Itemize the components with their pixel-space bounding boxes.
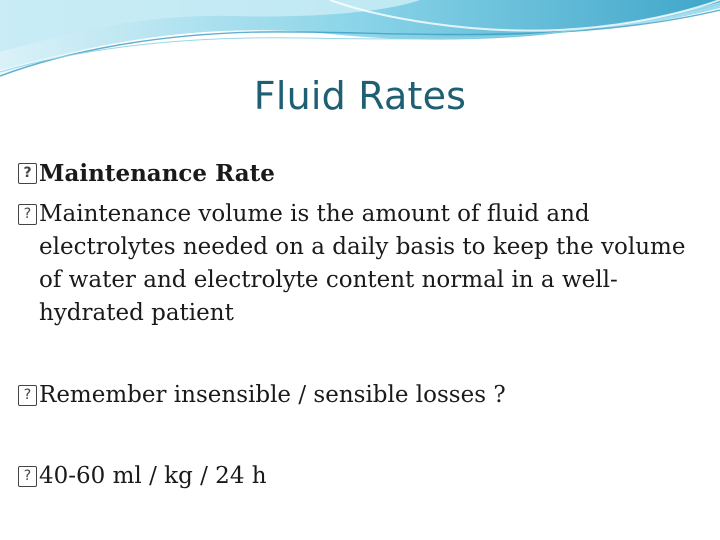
- bullet-text: 40-60 ml / kg / 24 h: [39, 463, 267, 489]
- bullet-maintenance-volume: [18, 198, 688, 330]
- bullet-glyph-icon: [18, 466, 37, 487]
- bullet-glyph-icon: [18, 385, 37, 406]
- bullet-maintenance-rate: [18, 157, 688, 190]
- bullet-glyph-icon: [18, 163, 37, 184]
- slide-title: Fluid Rates: [253, 74, 467, 118]
- bullet-text: Remember insensible / sensible losses ?: [39, 382, 506, 408]
- bullet-text: Maintenance volume is the amount of fluid and electrolytes needed on a daily basis to keep the volume of water and electrolyte content normal in a well-hydrated patient: [39, 201, 686, 326]
- bullet-glyph-icon: [18, 204, 37, 225]
- bullet-losses: [18, 379, 688, 412]
- bullet-rate-value: [18, 460, 688, 493]
- bullet-text: Maintenance Rate: [39, 160, 275, 187]
